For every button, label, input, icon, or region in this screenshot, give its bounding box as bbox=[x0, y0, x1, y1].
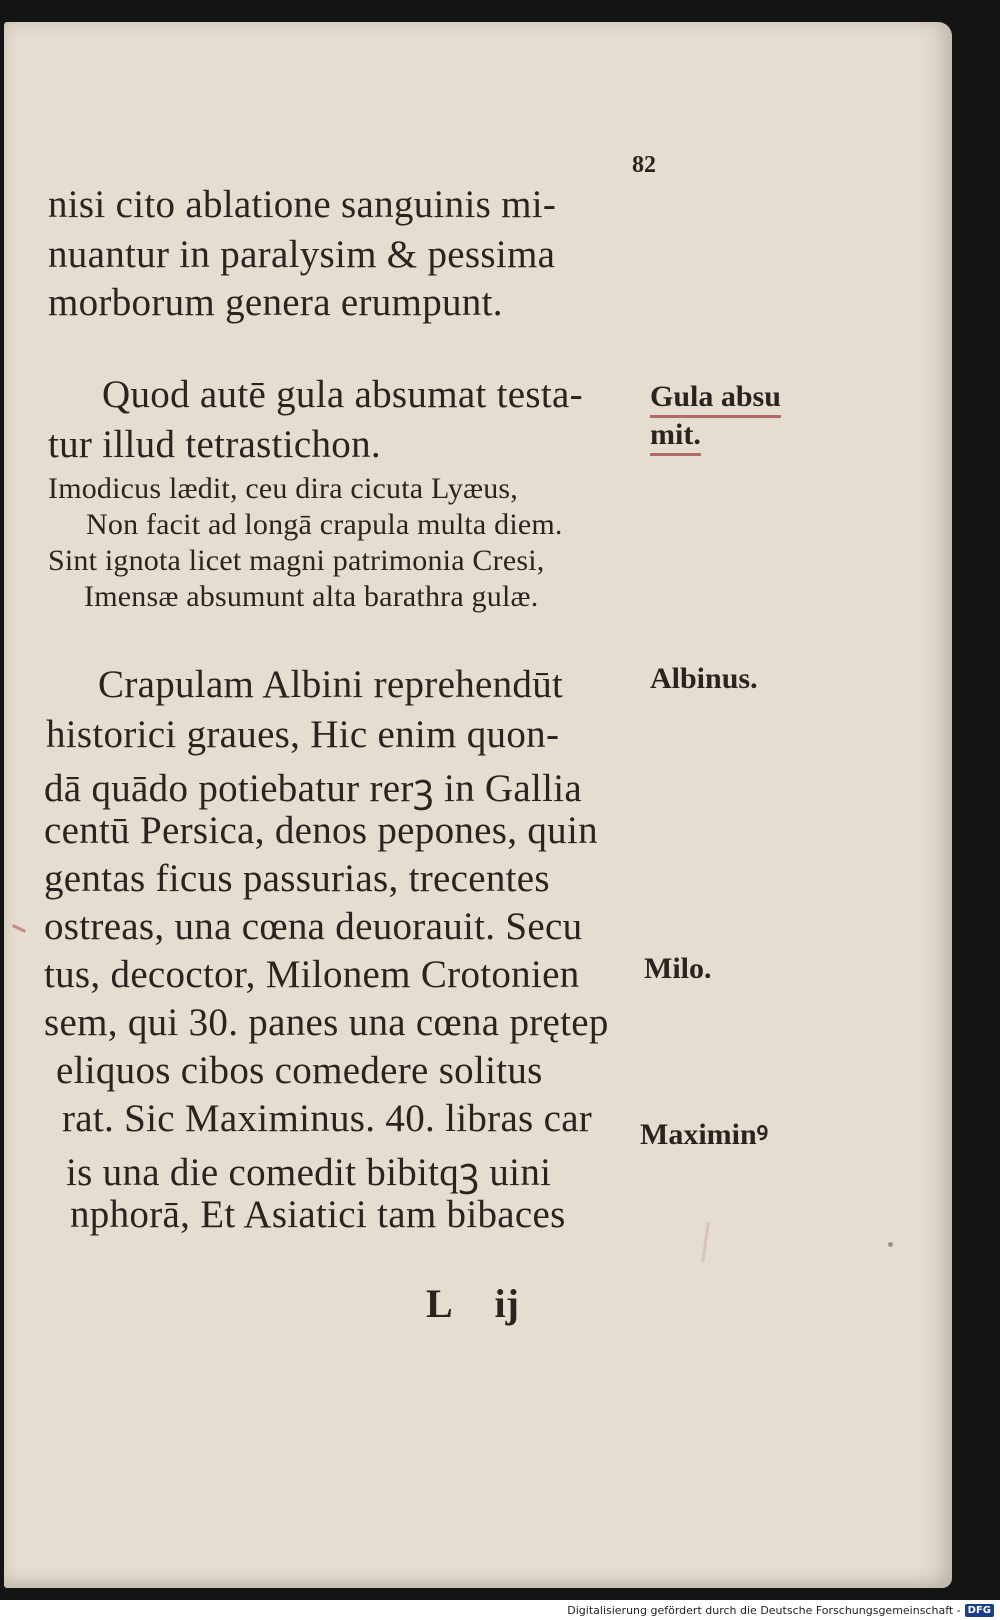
text-line: nphorā, Et Asiatici tam bibaces bbox=[70, 1193, 566, 1236]
text-line: sem, qui 30. panes una cœna prętер bbox=[44, 1001, 609, 1044]
text-line: nisi cito ablatione sanguinis mi- bbox=[48, 183, 557, 226]
text-line: dā quādo potiebatur rerꝫ in Gallia bbox=[44, 767, 583, 810]
text-line: tur illud tetrastichon. bbox=[48, 423, 381, 466]
verse-line: Imensæ absumunt alta barathra gulæ. bbox=[84, 580, 539, 613]
text-line: Crapulam Albini reprehendūt bbox=[98, 663, 564, 706]
text-line: tus, decoctor, Milonem Crotonien bbox=[44, 953, 580, 996]
text-line: historici graues, Hic enim quon- bbox=[46, 713, 560, 756]
text-line: ostreas, una cœna deuorauit. Secu bbox=[44, 905, 583, 948]
paper-mark bbox=[12, 924, 26, 933]
signature-mark: L ij bbox=[426, 1281, 519, 1326]
text-line: Quod autē gula absumat testa- bbox=[102, 373, 583, 416]
paper-mark bbox=[701, 1222, 710, 1262]
folio-number: 82 bbox=[632, 152, 656, 178]
marginal-note-albinus: Albinus. bbox=[650, 662, 758, 695]
text-line: is una die comedit bibitqꝫ uini bbox=[66, 1151, 552, 1194]
text-line: morborum genera erumpunt. bbox=[48, 281, 503, 324]
text-line: eliquos cibos comedere solitus bbox=[56, 1049, 543, 1092]
text-line: centū Persica, denos pepones, quin bbox=[44, 809, 598, 852]
marginal-note-gula: Gula absu bbox=[650, 380, 781, 418]
paper-mark bbox=[888, 1242, 893, 1247]
verse-line: Imodicus lædit, ceu dira cicuta Lyæus, bbox=[48, 472, 519, 505]
dfg-logo-icon: DFG bbox=[965, 1604, 994, 1617]
text-line: nuantur in paralysim & pessima bbox=[48, 233, 556, 276]
text-line: gentas ficus passurias, trecentes bbox=[44, 857, 550, 900]
book-page bbox=[4, 22, 952, 1588]
marginal-note-maximinus: Maximinꝰ bbox=[640, 1118, 769, 1151]
footer-text: Digitalisierung gefördert durch die Deutsche Forschungsgemeinschaft - bbox=[567, 1603, 961, 1617]
marginal-note-milo: Milo. bbox=[644, 952, 712, 985]
verse-line: Non facit ad longā crapula multa diem. bbox=[86, 508, 563, 541]
verse-line: Sint ignota licet magni patrimonia Cresi, bbox=[48, 544, 545, 577]
digitization-footer bbox=[0, 1600, 1000, 1620]
marginal-note-gula-cont: mit. bbox=[650, 418, 701, 456]
text-line: rat. Sic Maximinus. 40. libras car bbox=[62, 1097, 593, 1140]
